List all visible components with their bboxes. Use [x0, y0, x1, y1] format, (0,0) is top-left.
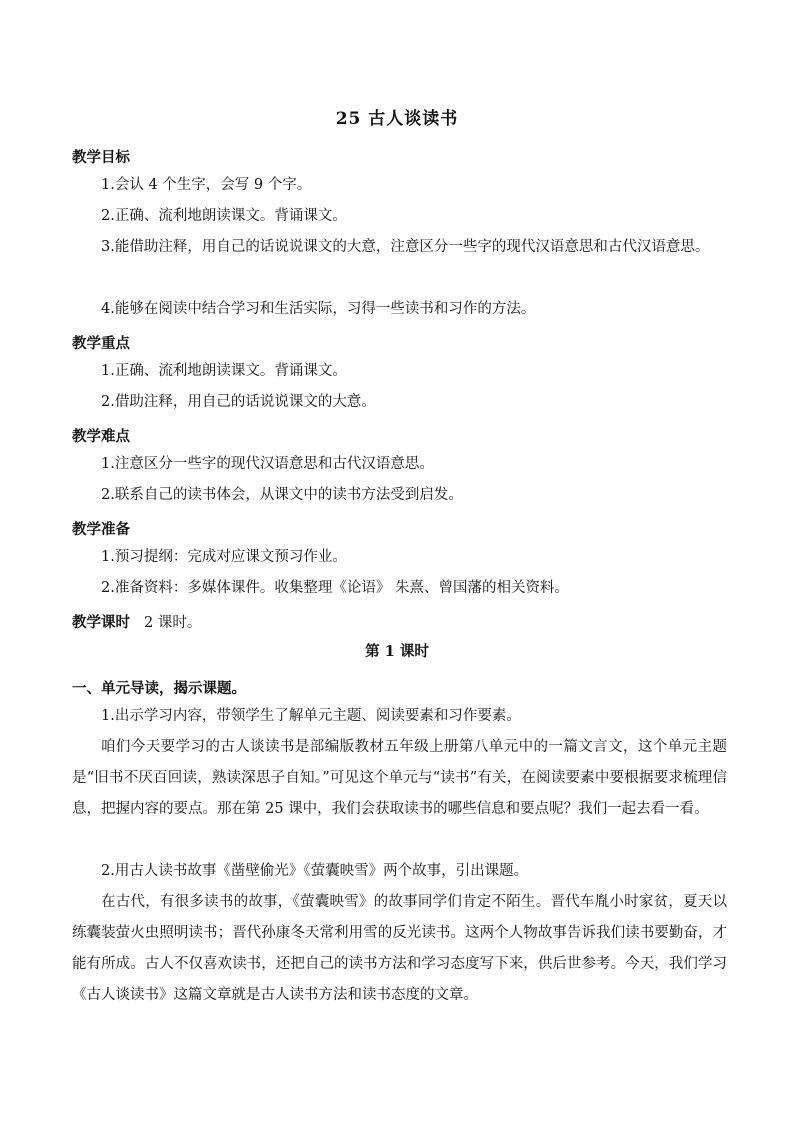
- goal-item-3: 3.能借助注释，用自己的话说说课文的大意，注意区分一些字的现代汉语意思和古代汉语意思。: [101, 239, 710, 255]
- difficulty-item-2: 2.联系自己的读书体会，从课文中的读书方法受到启发。: [101, 487, 463, 503]
- goal-item-2: 2.正确、流利地朗读课文。背诵课文。: [101, 208, 347, 224]
- periods-heading: 教学课时: [72, 614, 130, 631]
- difficulty-item-1: 1.注意区分一些字的现代汉语意思和古代汉语意思。: [101, 456, 434, 472]
- difficulties-heading: 教学难点: [72, 428, 130, 445]
- preparation-heading: 教学准备: [72, 521, 130, 538]
- lesson-paragraph-1: 1.出示学习内容，带领学生了解单元主题、阅读要素和习作要素。: [101, 708, 521, 724]
- key-point-item-2: 2.借助注释，用自己的话说说课文的大意。: [101, 394, 376, 410]
- lesson-paragraph-4: 在古代，有很多读书的故事，《萤囊映雪》的故事同学们肯定不陌生。晋代车胤小时家贫，夏天以练囊装萤火虫照明读书；晋代孙康冬天常利用雪的反光读书。这两个人物故事告诉我们读书要勤奋，才能有所成。古人不仅喜欢读书，还把自己的读书方法和学习态度写下来，供后世参考。今天，我们学习《古人谈读书》这篇文章就是古人读书方法和读书态度的文章。: [72, 894, 727, 1003]
- periods-row: [72, 611, 201, 632]
- goal-item-4: 4.能够在阅读中结合学习和生活实际，习得一些读书和习作的方法。: [101, 301, 536, 317]
- goals-heading: 教学目标: [72, 149, 130, 166]
- preparation-item-2: 2.准备资料：多媒体课件。收集整理《论语》 朱熹、曾国藩的相关资料。: [101, 580, 569, 596]
- goal-item-1: 1.会认 4 个生字，会写 9 个字。: [101, 177, 312, 193]
- preparation-item-1: 1.预习提纲：完成对应课文预习作业。: [101, 549, 347, 565]
- lesson-paragraph-2: 咱们今天要学习的古人谈读书是部编版教材五年级上册第八单元中的一篇文言文，这个单元主题是“旧书不厌百回读，熟读深思子自知。”可见这个单元与“读书”有关，在阅读要素中要根据要求梳理信息，把握内容的要点。那在第 25 课中，我们会获取读书的哪些信息和要点呢？我们一起去看一看。: [72, 739, 727, 817]
- document-title: 25 古人谈读书: [335, 109, 459, 129]
- part1-heading: 一、单元导读，揭示课题。: [72, 680, 246, 697]
- lesson-paragraph-3: 2.用古人读书故事《凿壁偷光》《萤囊映雪》两个故事，引出课题。: [101, 863, 529, 879]
- key-point-item-1: 1.正确、流利地朗读课文。背诵课文。: [101, 363, 347, 379]
- lesson-heading: 第 1 课时: [365, 643, 429, 660]
- key-points-heading: 教学重点: [72, 335, 130, 352]
- periods-value: 2 课时。: [144, 615, 202, 631]
